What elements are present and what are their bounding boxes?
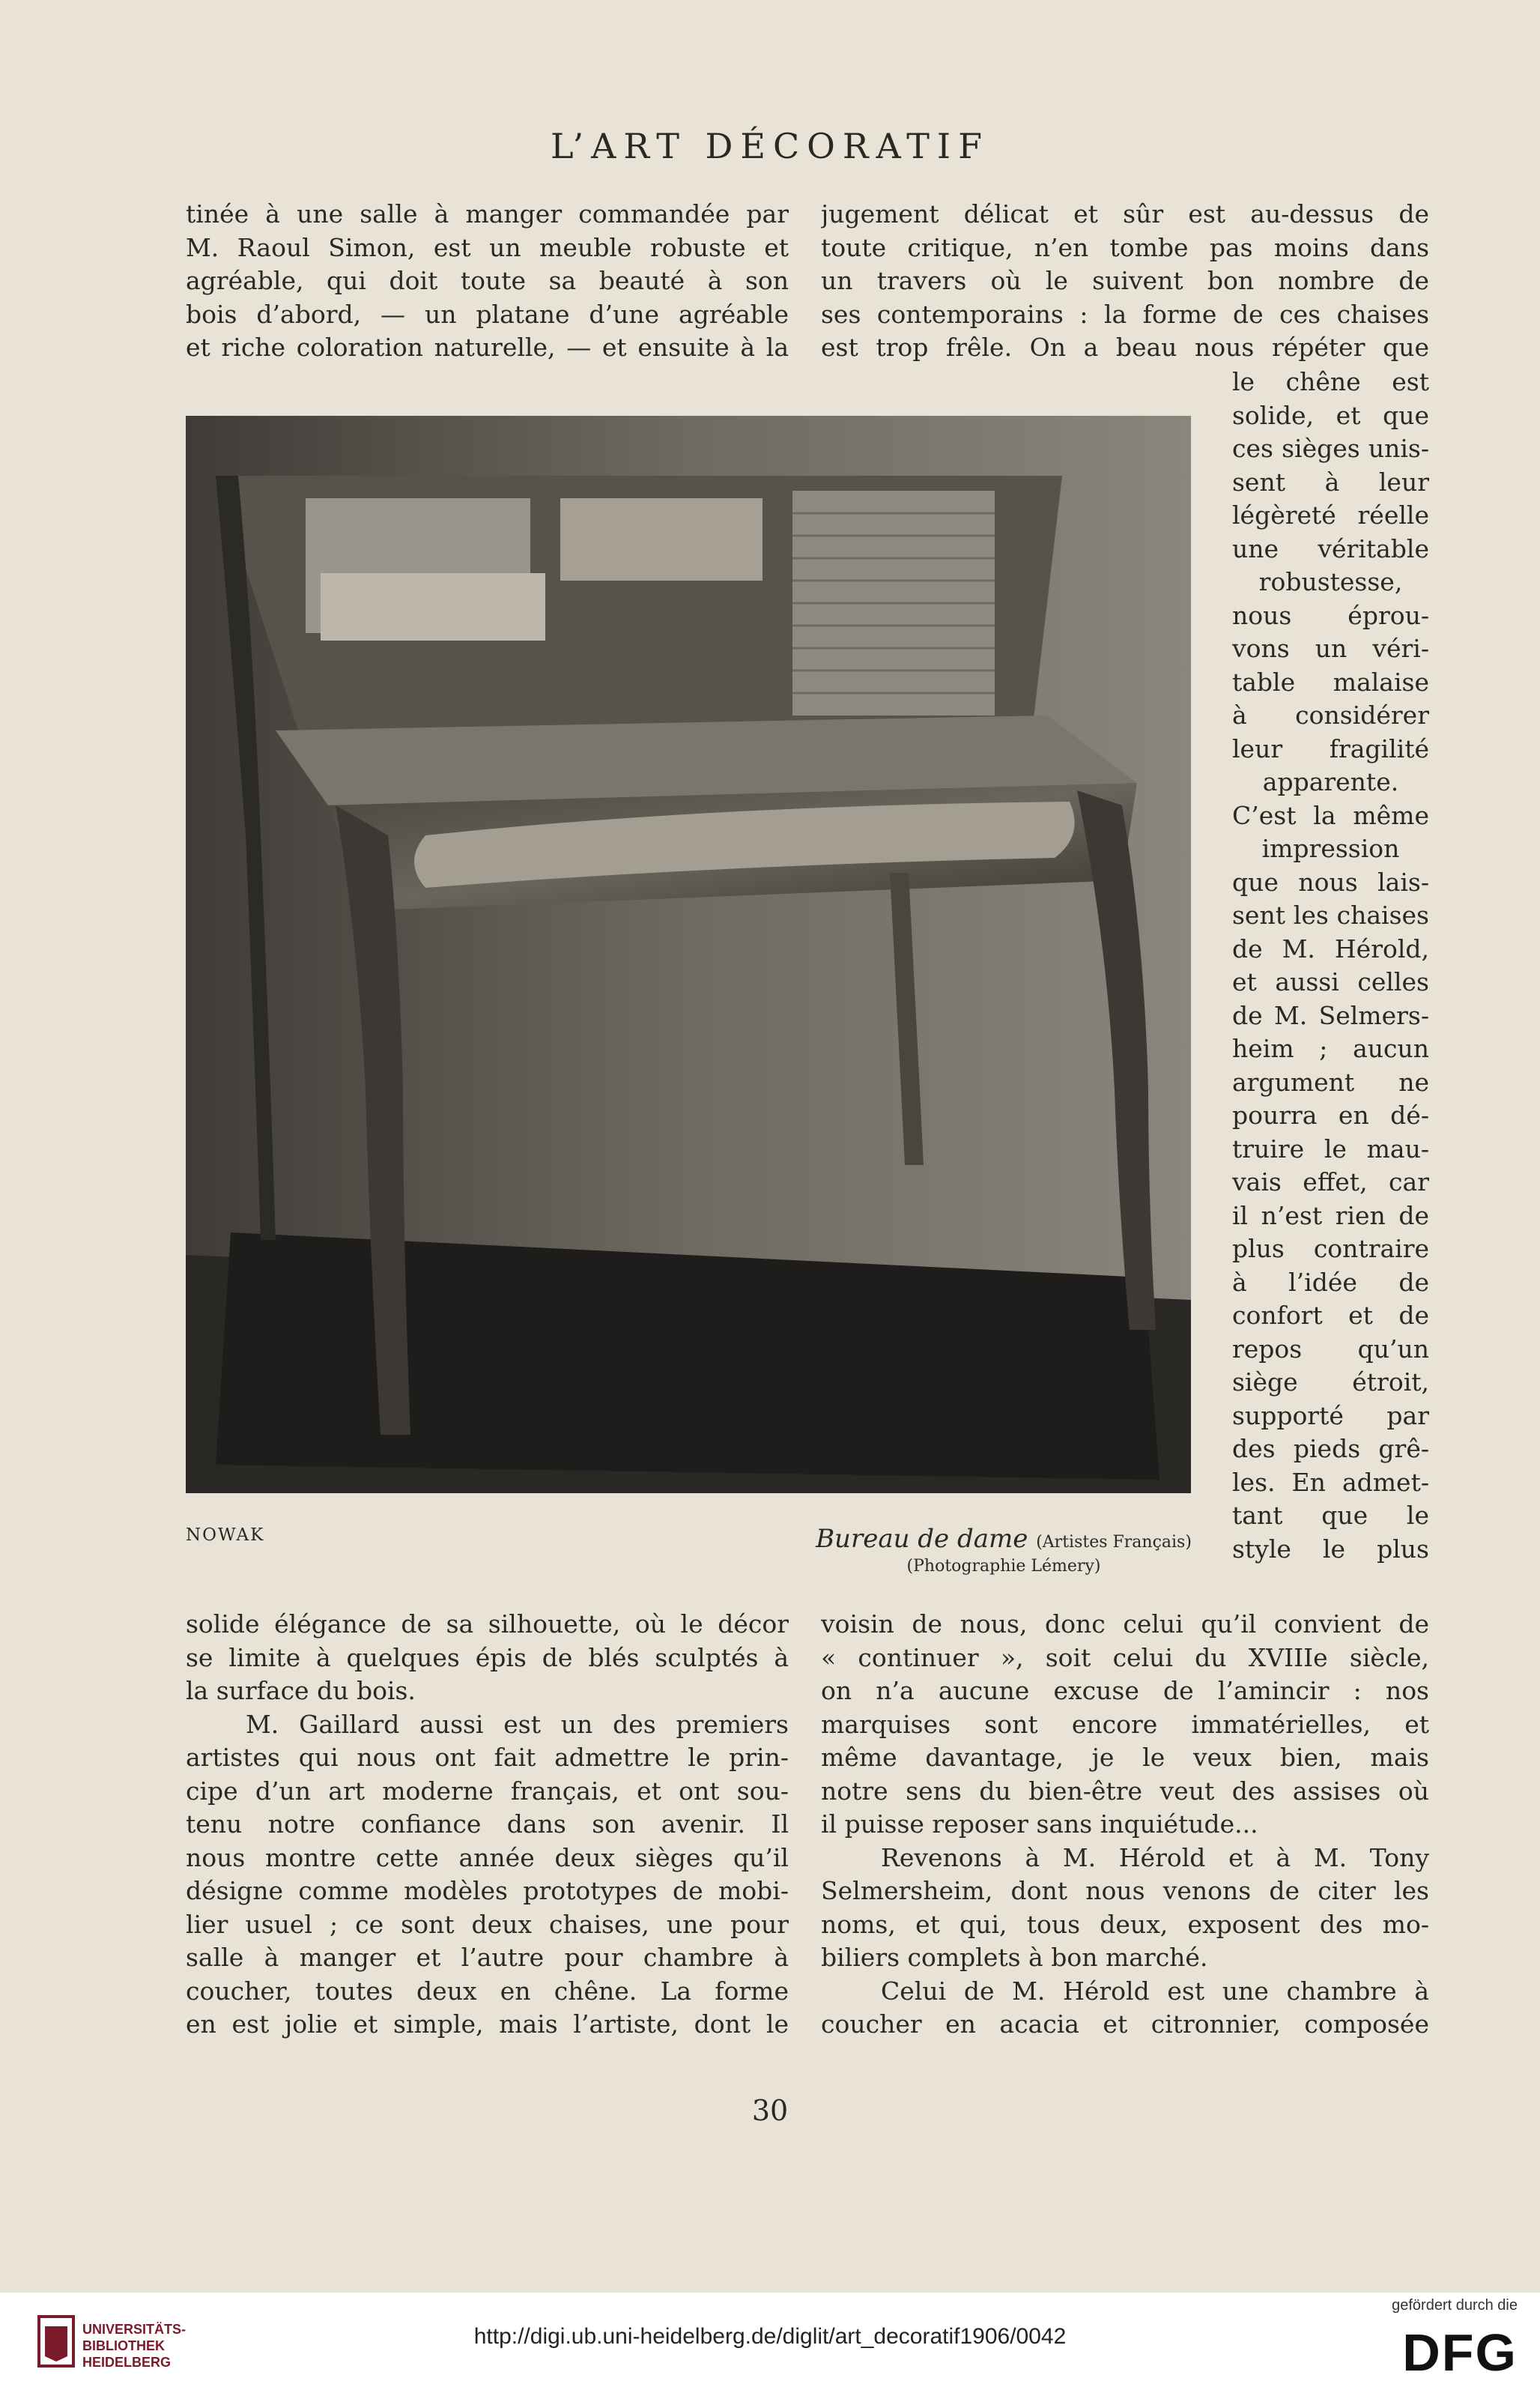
text-line: et riche coloration naturelle, — et ensuite à la: [186, 333, 789, 362]
text-line: cipe d’un art moderne français, et ont sou-: [186, 1776, 789, 1806]
text-line: apparente.: [1262, 767, 1399, 796]
text-line: impression: [1261, 834, 1400, 863]
text-line: Revenons à M. Hérold et à M. Tony: [881, 1842, 1429, 1872]
text-line: de M. Hérold,: [1232, 934, 1429, 963]
text-line: heim ; aucun: [1232, 1034, 1429, 1063]
text-line: M. Raoul Simon, est un meuble robuste et: [186, 232, 789, 262]
text-line: Celui de M. Hérold est une chambre à: [881, 1976, 1429, 2006]
desk-photograph: [186, 416, 1191, 1493]
text-line: robustesse,: [1258, 567, 1403, 596]
text-line: C’est la même: [1232, 800, 1429, 830]
text-line: désigne comme modèles prototypes de mobi-: [186, 1876, 789, 1905]
library-name-line: UNIVERSITÄTS-: [82, 2322, 187, 2337]
bottom-right-column: [821, 1608, 1429, 2042]
text-line: solide, et que: [1232, 400, 1429, 430]
text-line: vais effet, car: [1232, 1167, 1429, 1196]
running-header: L’ART DÉCORATIF: [551, 126, 989, 166]
top-right-column: [821, 198, 1429, 365]
text-line: bois d’abord, — un platane d’une agréable: [186, 299, 789, 329]
text-line: légèreté réelle: [1232, 500, 1429, 530]
text-line: salle à manger et l’autre pour chambre à: [186, 1943, 789, 1972]
text-line: la surface du bois.: [186, 1676, 416, 1705]
footer-bar: [0, 2293, 1540, 2393]
text-line: se limite à quelques épis de blés sculptés à: [186, 1642, 789, 1672]
text-line: on n’a aucune excuse de l’amincir : nos: [821, 1676, 1429, 1705]
text-line: notre sens du bien-être veut des assises où: [821, 1776, 1429, 1806]
text-line: les. En admet-: [1232, 1467, 1429, 1497]
side-column: [1232, 366, 1429, 1566]
text-line: nous éprou-: [1232, 600, 1429, 630]
text-line: tenu notre confiance dans son avenir. Il: [186, 1809, 789, 1839]
source-url-link[interactable]: http://digi.ub.uni-heidelberg.de/diglit/art_decoratif1906/0042: [473, 2324, 1067, 2349]
text-line: tant que le: [1232, 1501, 1429, 1530]
text-line: ses contemporains : la forme de ces chaises: [821, 299, 1429, 329]
text-line: il n’est rien de: [1232, 1200, 1429, 1230]
text-line: jugement délicat et sûr est au-dessus de: [821, 199, 1429, 229]
text-line: lier usuel ; ce sont deux chaises, une pour: [186, 1909, 789, 1939]
photo-credit: NOWAK: [186, 1525, 265, 1545]
text-line: le chêne est: [1232, 367, 1429, 396]
text-line: il puisse reposer sans inquiétude...: [821, 1809, 1258, 1839]
text-line: toute critique, n’en tombe pas moins dans: [821, 232, 1429, 262]
text-line: que nous lais-: [1232, 867, 1429, 897]
text-line: artistes qui nous ont fait admettre le prin-: [186, 1743, 789, 1772]
text-line: agréable, qui doit toute sa beauté à son: [186, 266, 789, 295]
text-line: des pieds grê-: [1232, 1434, 1429, 1463]
text-line: biliers complets à bon marché.: [821, 1943, 1208, 1972]
bottom-left-column: [186, 1608, 789, 2042]
text-line: M. Gaillard aussi est un des premiers: [246, 1709, 789, 1739]
text-line: style le plus: [1232, 1534, 1429, 1564]
caption-source: (Artistes Français): [1036, 1533, 1192, 1552]
text-line: même davantage, je le veux bien, mais: [821, 1743, 1429, 1772]
dfg-logo: DFG: [1402, 2323, 1518, 2382]
photo-caption: [794, 1524, 1213, 1576]
text-line: sent à leur: [1232, 467, 1429, 497]
text-line: nous montre cette année deux sièges qu’il: [186, 1842, 789, 1872]
text-line: plus contraire: [1232, 1234, 1429, 1263]
desk-illustration: [186, 416, 1191, 1493]
text-line: voisin de nous, donc celui qu’il convient de: [821, 1609, 1429, 1639]
text-line: leur fragilité: [1232, 733, 1429, 763]
text-line: est trop frêle. On a beau nous répéter que: [821, 333, 1429, 362]
library-name-line: HEIDELBERG: [82, 2355, 172, 2370]
text-line: et aussi celles: [1232, 967, 1429, 996]
text-line: truire le mau-: [1232, 1134, 1429, 1164]
caption-title: Bureau de dame: [816, 1524, 1028, 1554]
top-left-column: [186, 198, 789, 365]
text-line: Selmersheim, dont nous venons de citer les: [821, 1876, 1429, 1905]
text-line: coucher, toutes deux en chêne. La forme: [186, 1976, 789, 2006]
page-number: 30: [751, 2094, 789, 2127]
text-line: marquises sont encore immatérielles, et: [821, 1709, 1429, 1739]
text-line: à considérer: [1232, 701, 1429, 730]
text-line: « continuer », soit celui du XVIIIe siècle,: [821, 1642, 1429, 1672]
text-line: coucher en acacia et citronnier, composée: [821, 2009, 1429, 2039]
text-line: ces sièges unis-: [1232, 434, 1429, 463]
text-line: pourra en dé-: [1232, 1101, 1429, 1130]
text-line: de M. Selmers-: [1232, 1000, 1429, 1030]
text-line: noms, et qui, tous deux, exposent des mo-: [821, 1909, 1429, 1939]
text-line: tinée à une salle à manger commandée par: [186, 199, 789, 229]
text-line: solide élégance de sa silhouette, où le décor: [186, 1609, 789, 1639]
text-line: un travers où le suivent bon nombre de: [821, 266, 1429, 295]
caption-photographer: (Photographie Lémery): [906, 1557, 1101, 1576]
text-line: siège étroit,: [1232, 1367, 1429, 1397]
text-line: sent les chaises: [1232, 901, 1429, 930]
text-line: table malaise: [1232, 667, 1429, 697]
text-line: supporté par: [1232, 1400, 1429, 1430]
text-line: repos qu’un: [1232, 1334, 1429, 1364]
text-line: en est jolie et simple, mais l’artiste, dont le: [186, 2009, 789, 2039]
text-line: confort et de: [1232, 1301, 1429, 1330]
text-line: vons un véri-: [1232, 634, 1429, 663]
library-name-line: BIBLIOTHEK: [82, 2338, 165, 2353]
funding-note: gefördert durch die: [1392, 2297, 1518, 2314]
text-line: une véritable: [1232, 533, 1429, 563]
text-line: argument ne: [1232, 1067, 1429, 1097]
text-line: à l’idée de: [1232, 1267, 1429, 1297]
